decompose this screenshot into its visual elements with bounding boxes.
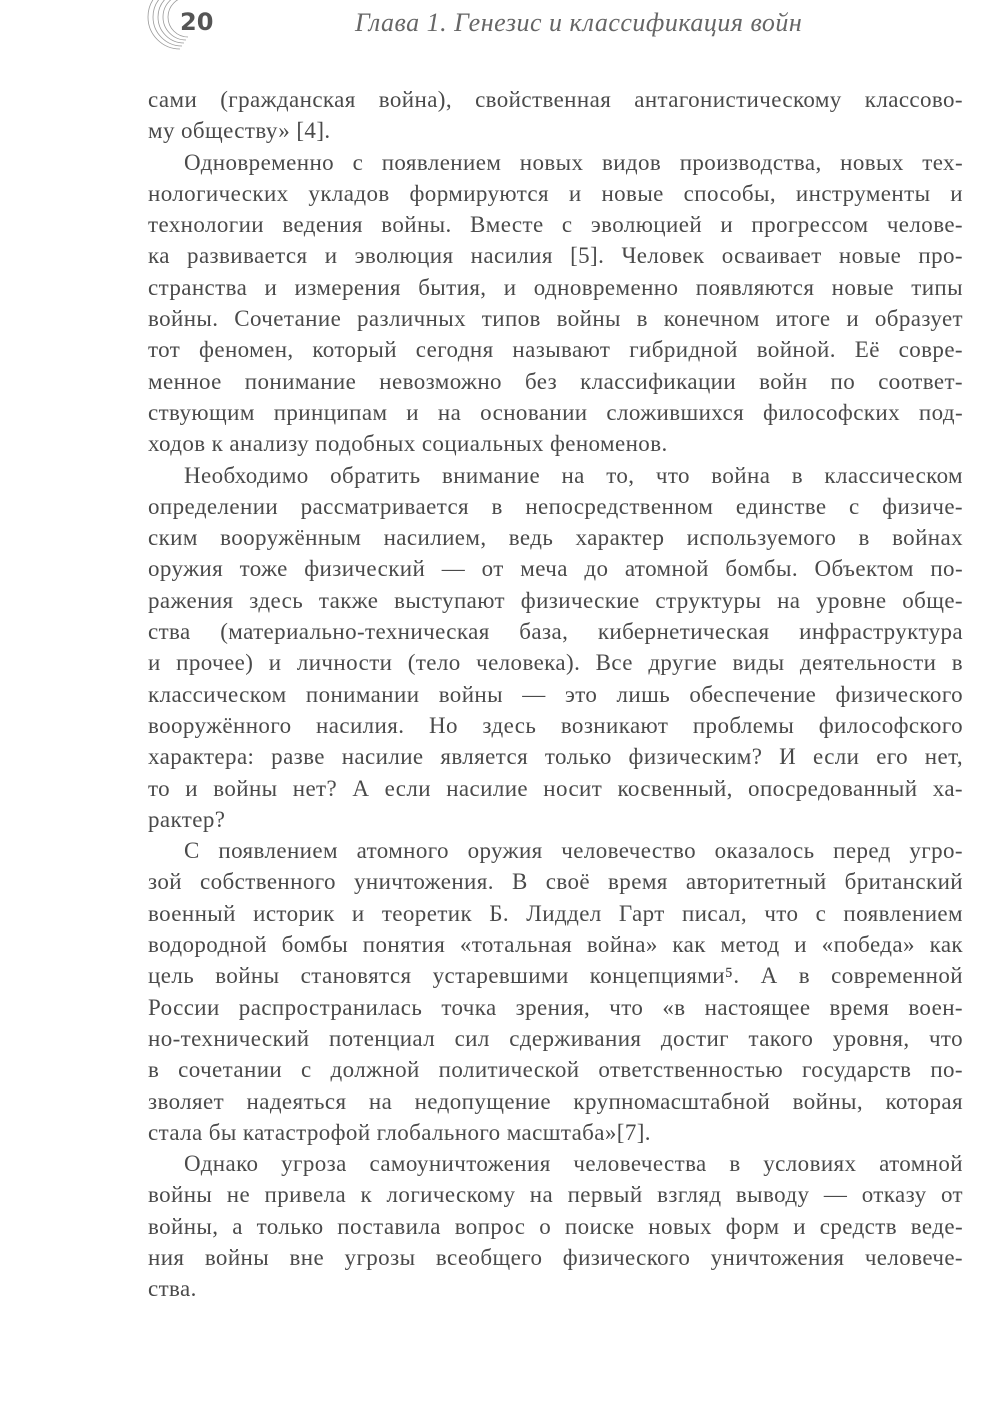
text-line: и прочее) и личности (тело человека). Все другие виды деятельности в xyxy=(148,650,963,676)
text-line: определении рассматривается в непосредственном единстве с физиче- xyxy=(148,493,963,519)
text-line: му обществу» [4]. xyxy=(148,118,331,144)
text-line: технологии ведения войны. Вместе с эволюцией и прогрессом челове- xyxy=(148,212,963,238)
text-line: нологических укладов формируются и новые способы, инструменты и xyxy=(148,180,963,206)
text-line: то и войны нет? А если насилие носит косвенный, опосредованный ха- xyxy=(148,775,963,801)
text-line: цель войны становятся устаревшими концепциями⁵. А в современной xyxy=(148,963,963,989)
paragraph xyxy=(148,460,963,836)
text-line: зволяет надеяться на недопущение крупномасштабной войны, которая xyxy=(148,1088,963,1114)
running-head: Глава 1. Генезис и классификация войн xyxy=(355,8,803,37)
text-line: ства. xyxy=(148,1276,197,1302)
text-line: Необходимо обратить внимание на то, что война в классическом xyxy=(184,462,963,488)
text-line: рактер? xyxy=(148,806,226,832)
text-line: войны, а только поставила вопрос о поиске новых форм и средств веде- xyxy=(148,1213,963,1239)
text-line: С появлением атомного оружия человечество оказалось перед угро- xyxy=(184,838,963,864)
text-line: Одновременно с появлением новых видов производства, новых тех- xyxy=(184,149,963,175)
text-line: вооружённого насилия. Но здесь возникают проблемы философского xyxy=(148,712,963,738)
text-line: военный историк и теоретик Б. Лиддел Гарт писал, что с появлением xyxy=(148,900,963,926)
text-line: войны. Сочетание различных типов войны в конечном итоге и образует xyxy=(148,306,963,332)
text-line: Однако угроза самоуничтожения человечества в условиях атомной xyxy=(184,1151,963,1177)
text-line: России распространилась точка зрения, что «в настоящее время воен- xyxy=(148,994,963,1020)
text-line: ствующим принципам и на основании сложившихся философских под- xyxy=(148,399,963,425)
text-line: ским вооружённым насилием, ведь характер используемого в войнах xyxy=(148,525,963,551)
text-line: ражения здесь также выступают физические структуры на уровне обще- xyxy=(148,587,963,613)
text-line: в сочетании с должной политической ответственностью государств по- xyxy=(148,1057,963,1083)
paragraph xyxy=(148,1148,963,1304)
text-line: странства и измерения бытия, и одновременно появляются новые типы xyxy=(148,274,963,300)
text-line: ка развивается и эволюция насилия [5]. Человек осваивает новые про- xyxy=(148,243,963,269)
text-line: зой собственного уничтожения. В своё время авторитетный британский xyxy=(148,869,963,895)
text-line: водородной бомбы понятия «тотальная война» как метод и «победа» как xyxy=(148,932,963,958)
text-line: тот феномен, который сегодня называют гибридной войной. Её совре- xyxy=(148,337,963,363)
text-line: но-технический потенциал сил сдерживания достиг такого уровня, что xyxy=(148,1025,963,1051)
body-text xyxy=(148,84,963,1305)
paragraph xyxy=(148,147,963,460)
text-line: оружия тоже физический — от меча до атомной бомбы. Объектом по- xyxy=(148,556,963,582)
page-header xyxy=(0,0,1000,70)
paragraph xyxy=(148,84,963,147)
text-line: менное понимание невозможно без классификации войн по соответ- xyxy=(148,368,963,394)
text-line: характера: разве насилие является только физическим? И если его нет, xyxy=(148,744,963,770)
text-line: стала бы катастрофой глобального масштаба»[7]. xyxy=(148,1119,651,1145)
paragraph xyxy=(148,835,963,1148)
text-line: сами (гражданская война), свойственная антагонистическому классово- xyxy=(148,87,963,112)
page-number: 20 xyxy=(180,8,214,36)
text-line: войны не привела к логическому на первый взгляд выводу — отказу от xyxy=(148,1182,963,1208)
text-line: ства (материально-техническая база, кибернетическая инфраструктура xyxy=(148,619,963,645)
text-line: ния войны вне угрозы всеобщего физического уничтожения человече- xyxy=(148,1244,963,1270)
text-line: ходов к анализу подобных социальных феноменов. xyxy=(148,431,668,457)
text-line: классическом понимании войны — это лишь обеспечение физического xyxy=(148,681,963,707)
